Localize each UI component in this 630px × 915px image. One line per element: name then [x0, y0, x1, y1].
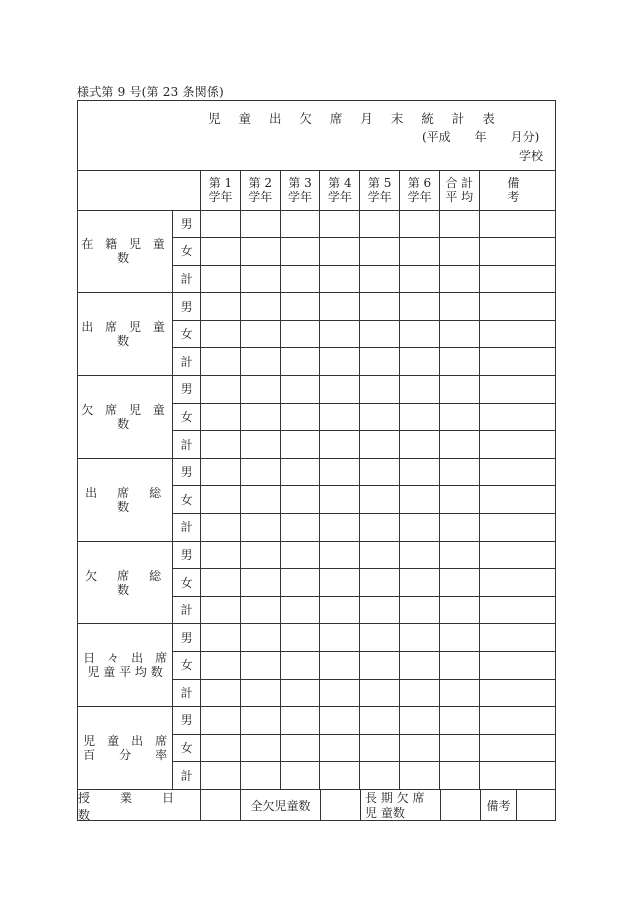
entry-cell[interactable] — [320, 320, 360, 348]
lesson-days-cell[interactable] — [201, 790, 241, 821]
entry-cell[interactable] — [360, 762, 400, 790]
entry-cell[interactable] — [400, 514, 440, 542]
entry-cell[interactable] — [320, 652, 360, 680]
remarks-header: 備 考 — [479, 170, 555, 210]
entry-cell[interactable] — [280, 376, 320, 404]
entry-cell[interactable] — [400, 734, 440, 762]
entry-cell[interactable] — [201, 265, 241, 293]
entry-cell[interactable] — [439, 707, 479, 735]
entry-cell[interactable] — [479, 210, 555, 238]
column-header-line2: 学年 — [367, 189, 392, 204]
gender-label: 女 — [173, 486, 201, 514]
entry-cell[interactable] — [280, 762, 320, 790]
entry-cell[interactable] — [479, 596, 555, 624]
table-row — [78, 376, 555, 404]
entry-cell[interactable] — [400, 569, 440, 597]
entry-cell[interactable] — [439, 569, 479, 597]
entry-cell[interactable] — [320, 431, 360, 459]
gender-label: 女 — [173, 569, 201, 597]
entry-cell[interactable] — [400, 596, 440, 624]
entry-cell[interactable] — [280, 652, 320, 680]
entry-cell[interactable] — [479, 734, 555, 762]
entry-cell[interactable] — [360, 376, 400, 404]
entry-cell[interactable] — [320, 458, 360, 486]
gender-label: 女 — [173, 320, 201, 348]
column-header-line2: 学年 — [248, 189, 273, 204]
gender-label: 女 — [173, 238, 201, 266]
entry-cell[interactable] — [201, 514, 241, 542]
entry-cell[interactable] — [360, 431, 400, 459]
entry-cell[interactable] — [400, 320, 440, 348]
entry-cell[interactable] — [360, 458, 400, 486]
entry-cell[interactable] — [201, 348, 241, 376]
column-header-line1: 第 5 — [367, 175, 392, 190]
entry-cell[interactable] — [280, 734, 320, 762]
gender-label: 男 — [173, 707, 201, 735]
gender-label: 女 — [173, 403, 201, 431]
entry-cell[interactable] — [320, 376, 360, 404]
entry-cell[interactable] — [240, 652, 280, 680]
entry-cell[interactable] — [439, 596, 479, 624]
column-header-line2: 学年 — [288, 189, 313, 204]
entry-cell[interactable] — [320, 238, 360, 266]
bottom-remarks-cell[interactable] — [517, 790, 555, 821]
entry-cell[interactable] — [201, 652, 241, 680]
entry-cell[interactable] — [240, 238, 280, 266]
entry-cell[interactable] — [439, 652, 479, 680]
entry-cell[interactable] — [400, 210, 440, 238]
entry-cell[interactable] — [360, 679, 400, 707]
entry-cell[interactable] — [240, 596, 280, 624]
entry-cell[interactable] — [320, 403, 360, 431]
entry-cell[interactable] — [240, 293, 280, 321]
entry-cell[interactable] — [400, 293, 440, 321]
column-header-line1: 合 計 — [445, 175, 474, 190]
entry-cell[interactable] — [280, 265, 320, 293]
category-label-line: 百 分 率 — [83, 748, 168, 763]
entry-cell[interactable] — [201, 293, 241, 321]
entry-cell[interactable] — [479, 348, 555, 376]
entry-cell[interactable] — [201, 403, 241, 431]
entry-cell[interactable] — [320, 707, 360, 735]
entry-cell[interactable] — [360, 238, 400, 266]
category-label-line: 在 籍 児 童 数 — [81, 237, 169, 266]
long-absent-label: 長 期 欠 席 児 童数 — [361, 790, 441, 821]
entry-cell[interactable] — [479, 569, 555, 597]
column-header-line1: 第 4 — [328, 175, 352, 190]
category-label — [78, 541, 182, 624]
entry-cell[interactable] — [320, 265, 360, 293]
form-number-label: 様式第 9 号(第 23 条関係) — [77, 85, 224, 99]
category-label-line: 児 童 平 均 数 — [87, 665, 163, 680]
category-label — [78, 293, 173, 376]
lesson-days-label: 授 業 日 数 — [78, 790, 205, 822]
column-header-line2: 学年 — [208, 189, 233, 204]
entry-cell[interactable] — [360, 734, 400, 762]
entry-cell[interactable] — [360, 348, 400, 376]
entry-cell[interactable] — [320, 569, 360, 597]
gender-label: 女 — [173, 652, 201, 680]
category-label-line: 日 々 出 席 — [83, 651, 168, 666]
long-absent-cell[interactable] — [441, 790, 481, 821]
entry-cell[interactable] — [201, 458, 241, 486]
entry-cell[interactable] — [240, 403, 280, 431]
entry-cell[interactable] — [479, 376, 555, 404]
entry-cell[interactable] — [439, 210, 479, 238]
entry-cell[interactable] — [201, 624, 241, 652]
column-header — [320, 170, 360, 210]
entry-cell[interactable] — [280, 458, 320, 486]
column-header — [240, 170, 280, 210]
entry-cell[interactable] — [201, 762, 241, 790]
entry-cell[interactable] — [479, 293, 555, 321]
column-header-line2: 学年 — [327, 189, 352, 204]
column-header — [439, 170, 479, 210]
entry-cell[interactable] — [400, 348, 440, 376]
entry-cell[interactable] — [280, 238, 320, 266]
entry-cell[interactable] — [280, 541, 320, 569]
gender-label: 計 — [173, 762, 201, 790]
entry-cell[interactable] — [400, 541, 440, 569]
entry-cell[interactable] — [201, 238, 241, 266]
category-label-line: 出 席 児 童 数 — [81, 320, 169, 349]
entry-cell[interactable] — [201, 679, 241, 707]
entry-cell[interactable] — [280, 707, 320, 735]
entry-cell[interactable] — [280, 624, 320, 652]
gender-label: 男 — [173, 376, 201, 404]
entry-cell[interactable] — [439, 265, 479, 293]
entry-cell[interactable] — [479, 238, 555, 266]
category-label-line: 欠 席 総 数 — [85, 568, 182, 597]
entry-cell[interactable] — [320, 541, 360, 569]
entry-cell[interactable] — [240, 265, 280, 293]
entry-cell[interactable] — [400, 707, 440, 735]
entry-cell[interactable] — [320, 624, 360, 652]
entry-cell[interactable] — [240, 348, 280, 376]
entry-cell[interactable] — [360, 596, 400, 624]
gender-label: 計 — [173, 596, 201, 624]
entry-cell[interactable] — [280, 320, 320, 348]
bottom-remarks-label: 備考 — [481, 790, 517, 821]
entry-cell[interactable] — [320, 514, 360, 542]
category-label — [78, 707, 173, 790]
table-row — [78, 707, 555, 735]
entry-cell[interactable] — [201, 320, 241, 348]
entry-cell[interactable] — [479, 707, 555, 735]
column-header — [201, 170, 241, 210]
table-row — [78, 458, 555, 486]
table-row — [78, 210, 555, 238]
gender-label: 計 — [173, 431, 201, 459]
entry-cell[interactable] — [240, 431, 280, 459]
entry-cell[interactable] — [439, 734, 479, 762]
entry-cell[interactable] — [400, 679, 440, 707]
table-row — [78, 624, 555, 652]
entry-cell[interactable] — [320, 679, 360, 707]
entry-cell[interactable] — [280, 679, 320, 707]
entry-cell[interactable] — [360, 403, 400, 431]
entry-cell[interactable] — [240, 320, 280, 348]
entry-cell[interactable] — [280, 403, 320, 431]
statistics-form — [77, 100, 556, 821]
column-header-line1: 第 1 — [208, 175, 233, 190]
category-label — [78, 376, 173, 459]
entry-cell[interactable] — [439, 541, 479, 569]
column-header-line1: 第 3 — [288, 175, 312, 190]
table-row — [78, 293, 555, 321]
entry-cell[interactable] — [280, 210, 320, 238]
entry-cell[interactable] — [400, 403, 440, 431]
entry-cell[interactable] — [280, 431, 320, 459]
entry-cell[interactable] — [201, 707, 241, 735]
entry-cell[interactable] — [439, 762, 479, 790]
entry-cell[interactable] — [439, 458, 479, 486]
column-header — [400, 170, 440, 210]
entry-cell[interactable] — [320, 762, 360, 790]
entry-cell[interactable] — [360, 486, 400, 514]
entry-cell[interactable] — [360, 265, 400, 293]
gender-label: 女 — [173, 734, 201, 762]
column-header-line1: 第 2 — [248, 175, 272, 190]
gender-label: 計 — [173, 514, 201, 542]
entry-cell[interactable] — [479, 514, 555, 542]
entry-cell[interactable] — [479, 762, 555, 790]
entry-cell[interactable] — [360, 210, 400, 238]
entry-cell[interactable] — [240, 486, 280, 514]
entry-cell[interactable] — [240, 624, 280, 652]
entry-cell[interactable] — [360, 707, 400, 735]
entry-cell[interactable] — [280, 486, 320, 514]
column-header-line1: 第 6 — [407, 175, 432, 190]
category-label — [78, 210, 173, 293]
entry-cell[interactable] — [201, 376, 241, 404]
entry-cell[interactable] — [320, 734, 360, 762]
form-title: 児 童 出 欠 席 月 末 統 計 表 — [208, 111, 502, 126]
entry-cell[interactable] — [479, 486, 555, 514]
entry-cell[interactable] — [240, 679, 280, 707]
gender-label: 計 — [173, 679, 201, 707]
entry-cell[interactable] — [360, 624, 400, 652]
gender-label: 男 — [173, 541, 201, 569]
entry-cell[interactable] — [439, 486, 479, 514]
entry-cell[interactable] — [280, 596, 320, 624]
category-label — [78, 624, 173, 707]
entry-cell[interactable] — [240, 707, 280, 735]
entry-cell[interactable] — [201, 734, 241, 762]
entry-cell[interactable] — [400, 376, 440, 404]
entry-cell[interactable] — [479, 265, 555, 293]
table-row — [78, 541, 555, 569]
entry-cell[interactable] — [479, 541, 555, 569]
entry-cell[interactable] — [439, 293, 479, 321]
category-label-line: 出 席 総 数 — [85, 485, 182, 514]
gender-label: 男 — [173, 458, 201, 486]
entry-cell[interactable] — [201, 486, 241, 514]
entry-cell[interactable] — [439, 348, 479, 376]
entry-cell[interactable] — [240, 458, 280, 486]
entry-cell[interactable] — [280, 348, 320, 376]
header-blank-cell — [78, 170, 201, 210]
date-line: (平成 年 月分) — [422, 130, 540, 144]
gender-label: 計 — [173, 265, 201, 293]
entry-cell[interactable] — [201, 596, 241, 624]
entry-cell[interactable] — [201, 569, 241, 597]
entry-cell[interactable] — [360, 514, 400, 542]
entry-cell[interactable] — [400, 486, 440, 514]
statistics-table — [78, 170, 555, 790]
entry-cell[interactable] — [240, 734, 280, 762]
title-area — [78, 101, 555, 171]
entry-cell[interactable] — [201, 431, 241, 459]
column-header-line2: 平 均 — [445, 189, 474, 204]
entry-cell[interactable] — [280, 293, 320, 321]
entry-cell[interactable] — [201, 541, 241, 569]
entry-cell[interactable] — [479, 652, 555, 680]
entry-cell[interactable] — [439, 238, 479, 266]
category-label-line: 児 童 出 席 — [83, 734, 168, 749]
category-label-line: 欠 席 児 童 数 — [81, 402, 169, 431]
entry-cell[interactable] — [360, 541, 400, 569]
gender-label: 計 — [173, 348, 201, 376]
column-header-line2: 学年 — [407, 189, 432, 204]
entry-cell[interactable] — [280, 514, 320, 542]
entry-cell[interactable] — [479, 458, 555, 486]
school-label: 学校 — [518, 149, 543, 163]
entry-cell[interactable] — [240, 210, 280, 238]
entry-cell[interactable] — [240, 762, 280, 790]
entry-cell[interactable] — [360, 320, 400, 348]
entry-cell[interactable] — [360, 652, 400, 680]
entry-cell[interactable] — [439, 624, 479, 652]
gender-label: 男 — [173, 210, 201, 238]
entry-cell[interactable] — [320, 348, 360, 376]
entry-cell[interactable] — [240, 514, 280, 542]
entry-cell[interactable] — [400, 265, 440, 293]
entry-cell[interactable] — [360, 569, 400, 597]
entry-cell[interactable] — [400, 458, 440, 486]
entry-cell[interactable] — [320, 596, 360, 624]
entry-cell[interactable] — [400, 652, 440, 680]
entry-cell[interactable] — [400, 431, 440, 459]
summary-row — [78, 789, 555, 820]
all-absent-cell[interactable] — [321, 790, 361, 821]
entry-cell[interactable] — [439, 376, 479, 404]
entry-cell[interactable] — [439, 679, 479, 707]
header-row — [78, 170, 555, 210]
entry-cell[interactable] — [439, 320, 479, 348]
gender-label: 男 — [173, 624, 201, 652]
gender-label: 男 — [173, 293, 201, 321]
entry-cell[interactable] — [400, 762, 440, 790]
entry-cell[interactable] — [320, 293, 360, 321]
entry-cell[interactable] — [400, 624, 440, 652]
entry-cell[interactable] — [479, 320, 555, 348]
all-absent-label: 全欠児童数 — [241, 790, 321, 821]
entry-cell[interactable] — [360, 293, 400, 321]
entry-cell[interactable] — [320, 210, 360, 238]
entry-cell[interactable] — [201, 210, 241, 238]
category-label — [78, 458, 182, 541]
entry-cell[interactable] — [280, 569, 320, 597]
entry-cell[interactable] — [479, 679, 555, 707]
entry-cell[interactable] — [240, 376, 280, 404]
column-header — [280, 170, 320, 210]
entry-cell[interactable] — [479, 624, 555, 652]
entry-cell[interactable] — [439, 431, 479, 459]
entry-cell[interactable] — [320, 486, 360, 514]
entry-cell[interactable] — [479, 403, 555, 431]
entry-cell[interactable] — [439, 514, 479, 542]
entry-cell[interactable] — [479, 431, 555, 459]
entry-cell[interactable] — [240, 569, 280, 597]
column-header — [360, 170, 400, 210]
entry-cell[interactable] — [439, 403, 479, 431]
entry-cell[interactable] — [400, 238, 440, 266]
entry-cell[interactable] — [240, 541, 280, 569]
